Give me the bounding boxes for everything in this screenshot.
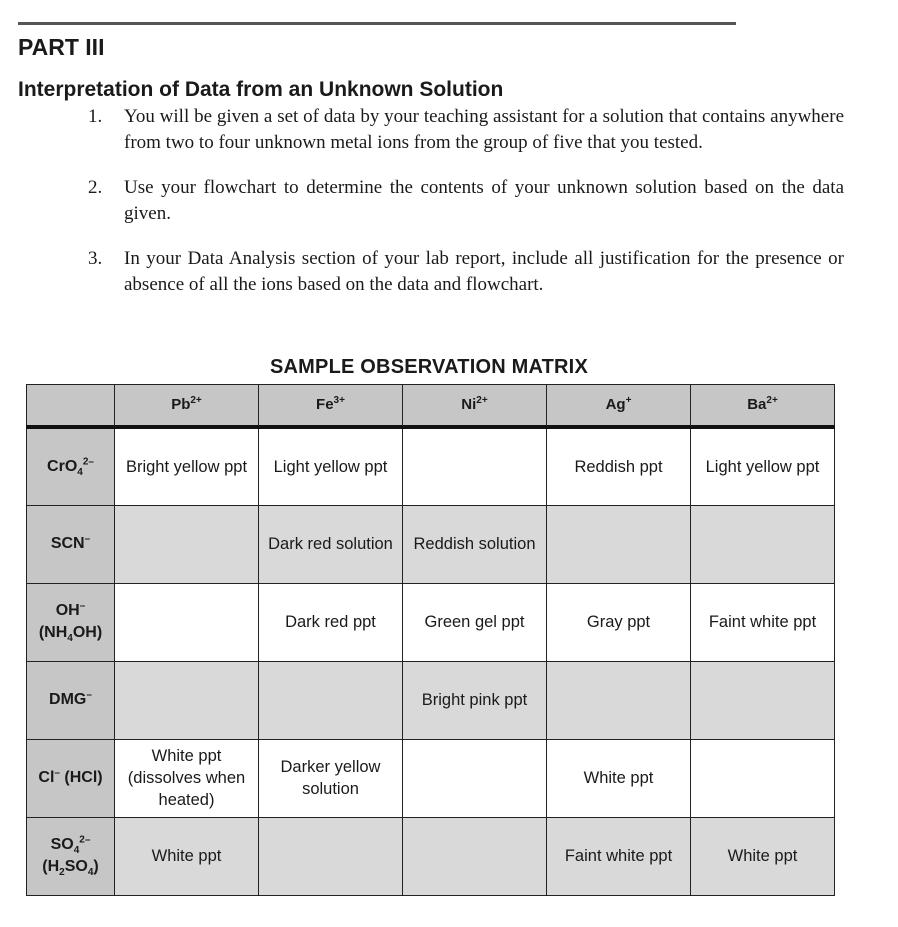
instruction-number: 3. [88,248,103,269]
table-cell [115,583,259,661]
column-header-pb: $Pb^{2+}$ [115,385,259,428]
column-header-fe: $Fe^{3+}$ [259,385,403,428]
table-cell [115,505,259,583]
table-cell [259,817,403,895]
top-rule [18,22,736,25]
instruction-item [88,246,844,298]
table-cell: Faint white ppt [547,817,691,895]
row-header-so4: $SO_4^{2-}$ $(H_2SO_4)$ [27,817,115,895]
row-header-cl: Cl– (HCl) [27,739,115,817]
row-header-cro4: CrO$_4^{2-}$ [27,427,115,505]
table-cell [547,505,691,583]
row-header-dmg: DMG– [27,661,115,739]
table-cell: Reddish solution [403,505,547,583]
table-row-cro4 [27,427,835,505]
table-row-oh [27,583,835,661]
matrix-title: SAMPLE OBSERVATION MATRIX [270,356,588,378]
table-cell: Gray ppt [547,583,691,661]
instruction-text: You will be given a set of data by your teaching assistant for a solution that contains anywhere from two to four unknown metal ions from the group of five that you tested. [124,106,844,153]
table-cell: White ppt (dissolves when heated) [115,739,259,817]
table-cell: White ppt [115,817,259,895]
table-cell: White ppt [691,817,835,895]
part-title: PART III [18,34,105,60]
table-cell [691,739,835,817]
table-cell [547,661,691,739]
table-row-dmg [27,661,835,739]
table-row-scn [27,505,835,583]
column-header-ba: $Ba^{2+}$ [691,385,835,428]
table-cell [403,817,547,895]
section-heading: Interpretation of Data from an Unknown Solution [18,78,504,101]
table-cell [403,427,547,505]
instruction-item [88,104,844,156]
instruction-number: 1. [88,106,103,127]
table-cell: Darker yellow solution [259,739,403,817]
table-cell: Light yellow ppt [259,427,403,505]
table-cell: Green gel ppt [403,583,547,661]
instruction-number: 2. [88,177,103,198]
column-header-ni: $Ni^{2+}$ [403,385,547,428]
table-cell [259,661,403,739]
instruction-text: Use your flowchart to determine the contents of your unknown solution based on the data given. [124,177,844,224]
row-header-scn: SCN– [27,505,115,583]
table-cell [403,739,547,817]
table-cell: Bright pink ppt [403,661,547,739]
row-header-oh: OH– $(NH_4OH)$ [27,583,115,661]
instruction-item [88,175,844,227]
instruction-text: In your Data Analysis section of your lab report, include all justification for the presence or absence of all the ions based on the data and flowchart. [124,248,844,295]
table-cell: Bright yellow ppt [115,427,259,505]
table-row-so4 [27,817,835,895]
instruction-list [88,104,844,317]
table-cell: Dark red solution [259,505,403,583]
observation-matrix [26,384,835,896]
table-row-cl [27,739,835,817]
table-cell: Dark red ppt [259,583,403,661]
table-cell [691,661,835,739]
corner-cell [27,385,115,428]
table-cell: Light yellow ppt [691,427,835,505]
table-cell [691,505,835,583]
table-cell: Faint white ppt [691,583,835,661]
table-cell: White ppt [547,739,691,817]
table-cell [115,661,259,739]
header-row [27,385,835,428]
table-cell: Reddish ppt [547,427,691,505]
column-header-ag: Ag+ [547,385,691,428]
